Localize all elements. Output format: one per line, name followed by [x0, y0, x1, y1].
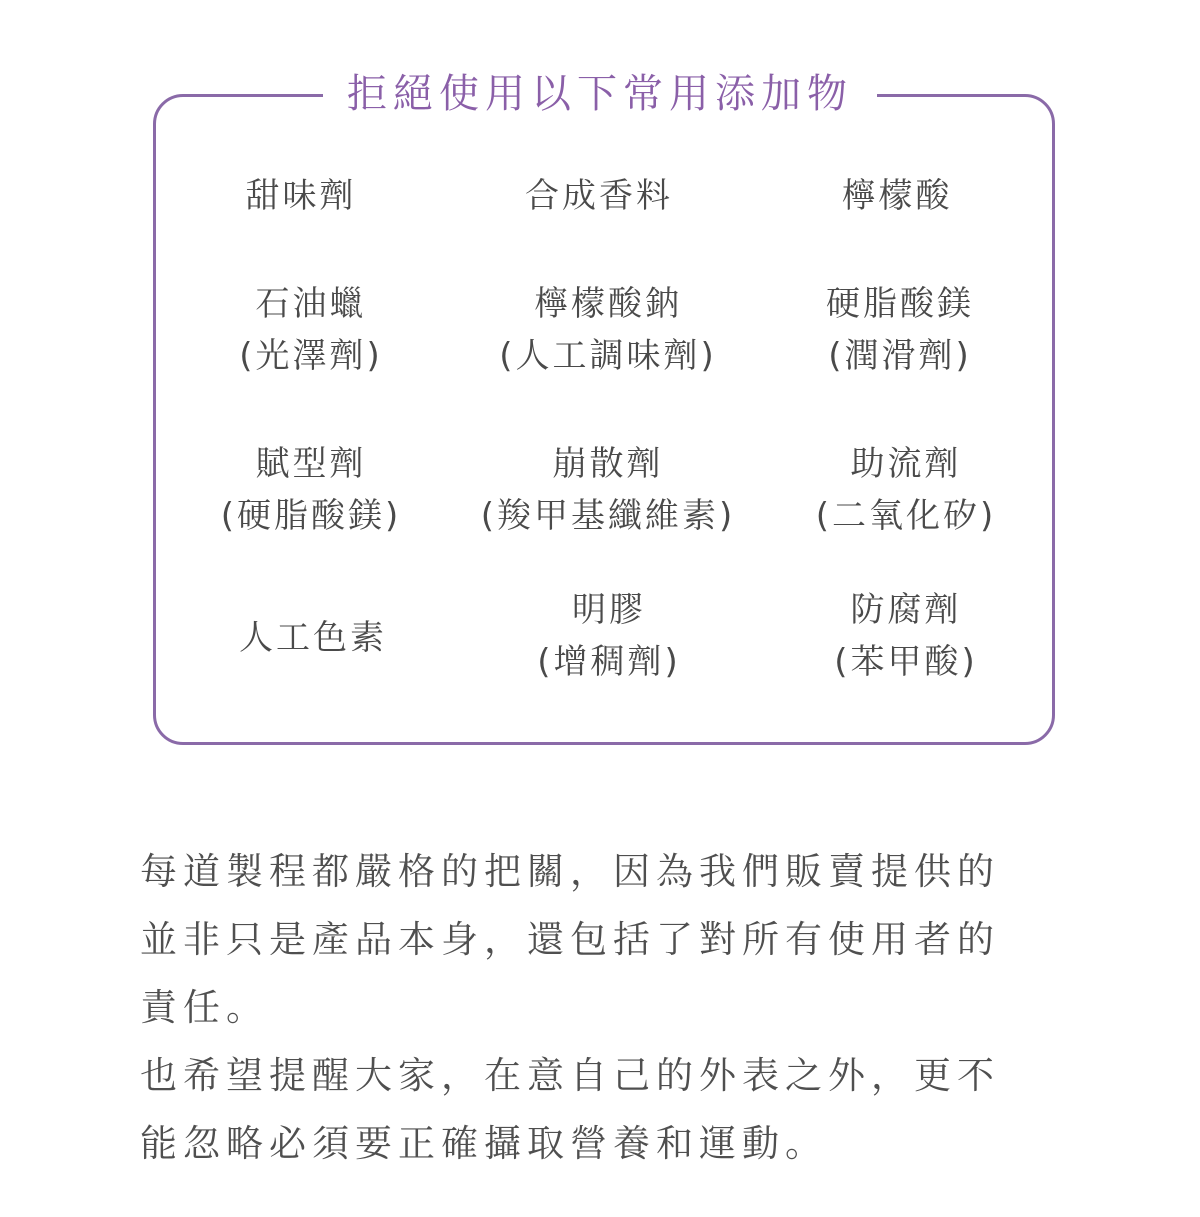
- additive-name: 賦型劑: [255, 444, 367, 484]
- additive-name: 崩散劑: [552, 444, 664, 484]
- additive-name: 硬脂酸鎂: [826, 284, 974, 324]
- additive-note: (潤滑劑): [828, 336, 972, 376]
- additive-note: (人工調味劑): [499, 336, 717, 376]
- additive-name: 合成香料: [525, 176, 673, 216]
- additive-name: 防腐劑: [850, 590, 962, 630]
- additive-item: [151, 170, 451, 222]
- additive-item: [747, 170, 1047, 222]
- additive-item: [756, 584, 1056, 688]
- additive-note: (硬脂酸鎂): [220, 496, 402, 536]
- paragraph-line: 並非只是產品本身，還包括了對所有使用者的: [140, 918, 1000, 961]
- additive-item: [163, 612, 463, 664]
- additive-note: (羧甲基纖維素): [480, 496, 736, 536]
- additive-name: 明膠: [572, 590, 646, 630]
- additive-item: [161, 438, 461, 542]
- additive-item: [449, 170, 749, 222]
- paragraph-line: 每道製程都嚴格的把關，因為我們販賣提供的: [140, 850, 1000, 893]
- additive-item: [756, 438, 1056, 542]
- additive-item: [459, 584, 759, 688]
- additive-name: 甜味劑: [245, 176, 357, 216]
- additive-name: 石油蠟: [255, 284, 367, 324]
- additive-note: (光澤劑): [239, 336, 383, 376]
- additives-box-title: 拒絕使用以下常用添加物: [323, 74, 877, 114]
- additive-name: 助流劑: [850, 444, 962, 484]
- additive-item: [161, 278, 461, 382]
- additive-name: 檸檬酸鈉: [534, 284, 682, 324]
- additive-item: [458, 438, 758, 542]
- additive-item: [750, 278, 1050, 382]
- additive-item: [458, 278, 758, 382]
- paragraph-line: 也希望提醒大家，在意自己的外表之外，更不: [140, 1054, 1000, 1097]
- paragraph-line: 責任。: [140, 986, 269, 1029]
- additive-name: 人工色素: [239, 618, 387, 658]
- additive-note: (增稠劑): [537, 642, 681, 682]
- additive-note: (二氧化矽): [815, 496, 997, 536]
- paragraph-line: 能忽略必須要正確攝取營養和運動。: [140, 1122, 828, 1165]
- additive-name: 檸檬酸: [841, 176, 953, 216]
- additive-note: (苯甲酸): [834, 642, 978, 682]
- description-paragraph: [140, 838, 1060, 1178]
